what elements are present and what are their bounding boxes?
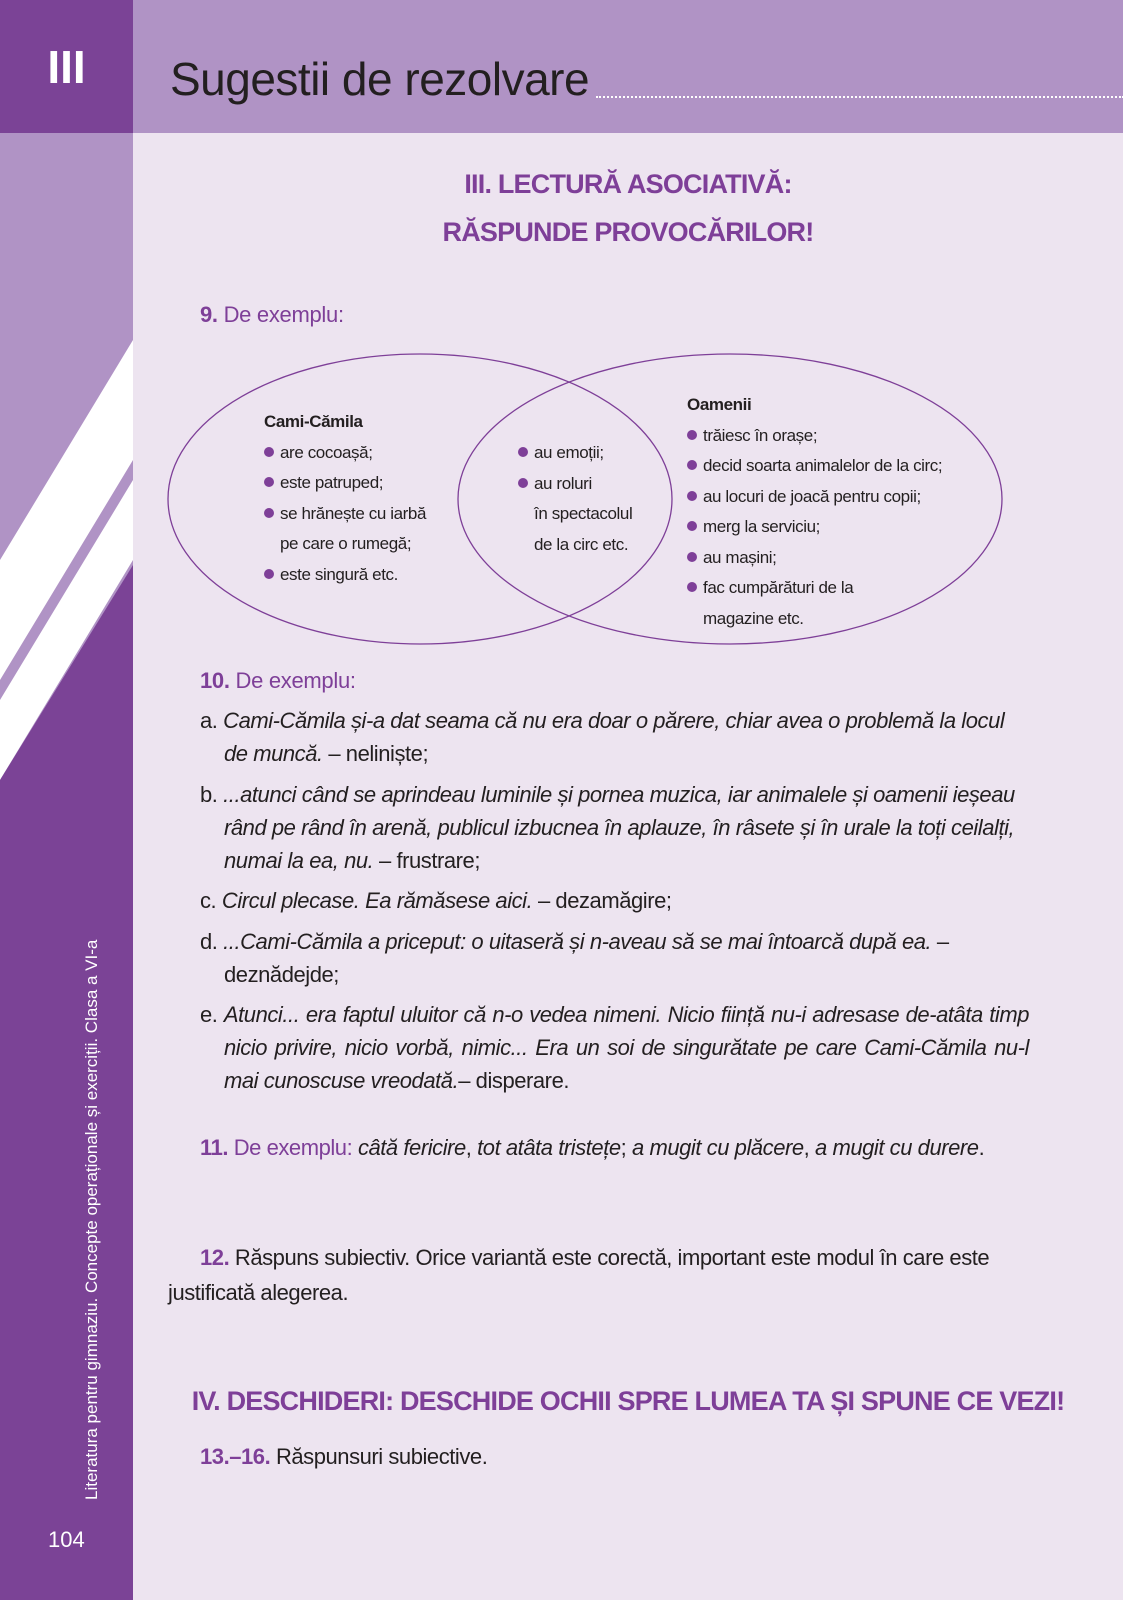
- question-11: 11. De exemplu: câtă fericire, tot atâta tristețe; a mugit cu plăcere, a mugit cu durere.: [200, 1135, 985, 1160]
- page-title: Sugestii de rezolvare: [170, 53, 590, 105]
- question-number: 12.: [200, 1245, 230, 1270]
- venn-item: fac cumpărături de la: [687, 573, 942, 604]
- venn-item: au emoții;: [518, 438, 632, 469]
- answer-item-e: e. Atunci... era faptul uluitor că n-o vedea nimeni. Nicio ființă nu-i adresase de-atâta timp nicio privire, nicio vorbă, nimic... Era un soi de singurătate pe care Cami-Cămila nu-l mai cunoscuse vreodată.– disperare.: [200, 1002, 1029, 1093]
- venn-item: decid soarta animalelor de la circ;: [687, 451, 942, 482]
- question-10-label: [200, 668, 356, 694]
- question-label: De exemplu:: [233, 1135, 353, 1160]
- question-number: 10.: [200, 668, 230, 693]
- question-text: Răspuns subiectiv. Orice variantă este corectă, important este modul în care este justificată alegerea.: [168, 1245, 990, 1305]
- bullet-icon: [264, 477, 274, 487]
- venn-item: are cocoașă;: [264, 438, 426, 469]
- venn-item: au locuri de joacă pentru copii;: [687, 482, 942, 513]
- venn-right-group: [687, 390, 942, 634]
- page-number: 104: [48, 1527, 85, 1552]
- bullet-icon: [687, 460, 697, 470]
- bullet-icon: [687, 521, 697, 531]
- question-number: 13.–16.: [200, 1444, 271, 1469]
- venn-item: magazine etc.: [703, 608, 804, 628]
- question-label: De exemplu:: [223, 302, 344, 327]
- answer-item-a: a. Cami-Cămila și-a dat seama că nu era doar o părere, chiar avea o problemă la locul de muncă. – neliniște;: [200, 708, 1005, 766]
- venn-left-title: Cami-Cămila: [264, 412, 363, 431]
- answer-item-d: d. ...Cami-Cămila a priceput: o uitaseră și n-aveau să se mai întoarcă după ea. – deznădejde;: [200, 929, 949, 987]
- venn-item: de la circ etc.: [534, 534, 629, 554]
- bullet-icon: [264, 447, 274, 457]
- venn-item: se hrănește cu iarbă: [264, 499, 426, 530]
- bullet-icon: [687, 552, 697, 562]
- venn-item: trăiesc în orașe;: [687, 421, 942, 452]
- question-number: 11.: [200, 1135, 229, 1160]
- bullet-icon: [264, 569, 274, 579]
- bullet-icon: [687, 430, 697, 440]
- section-3-title-line1: III. LECTURĂ ASOCIATIVĂ:: [464, 169, 792, 199]
- venn-center-group: [518, 438, 632, 560]
- chapter-number: III: [0, 0, 133, 133]
- bullet-icon: [687, 582, 697, 592]
- venn-right-title: Oamenii: [687, 395, 752, 414]
- venn-item: este patruped;: [264, 468, 426, 499]
- book-title: Literatura pentru gimnaziu. Concepte operaționale și exerciții. Clasa a VI-a: [82, 939, 101, 1500]
- question-label: De exemplu:: [235, 668, 356, 693]
- question-number: 9.: [200, 302, 218, 327]
- bullet-icon: [687, 491, 697, 501]
- question-13-16: [200, 1444, 487, 1470]
- venn-item: este singură etc.: [264, 560, 426, 591]
- venn-item: pe care o rumegă;: [280, 534, 412, 553]
- question-text: Răspunsuri subiective.: [275, 1444, 488, 1469]
- section-3-title-line2: RĂSPUNDE PROVOCĂRILOR!: [442, 217, 814, 247]
- bullet-icon: [264, 508, 274, 518]
- answer-item-b: b. ...atunci când se aprindeau luminile și pornea muzica, iar animalele și oamenii ieșeau rând pe rând în arenă, publicul izbucnea în aplauze, în râsete și în urale la toți ceilalți, numai la ea, nu. – frustrare;: [200, 782, 1015, 873]
- question-12: [168, 1240, 1003, 1310]
- section-4-title: IV. DESCHIDERI: DESCHIDE OCHII SPRE LUMEA TA ȘI SPUNE CE VEZI!: [191, 1386, 1065, 1416]
- venn-item: merg la serviciu;: [687, 512, 942, 543]
- venn-item: în spectacolul: [534, 504, 633, 523]
- venn-left-group: [264, 407, 426, 590]
- venn-item: au mașini;: [687, 543, 942, 574]
- bullet-icon: [518, 447, 528, 457]
- bullet-icon: [518, 478, 528, 488]
- answer-item-c: c. Circul plecase. Ea rămăsese aici. – dezamăgire;: [200, 888, 672, 913]
- venn-item: au roluri: [518, 469, 632, 500]
- venn-diagram: [0, 0, 1123, 700]
